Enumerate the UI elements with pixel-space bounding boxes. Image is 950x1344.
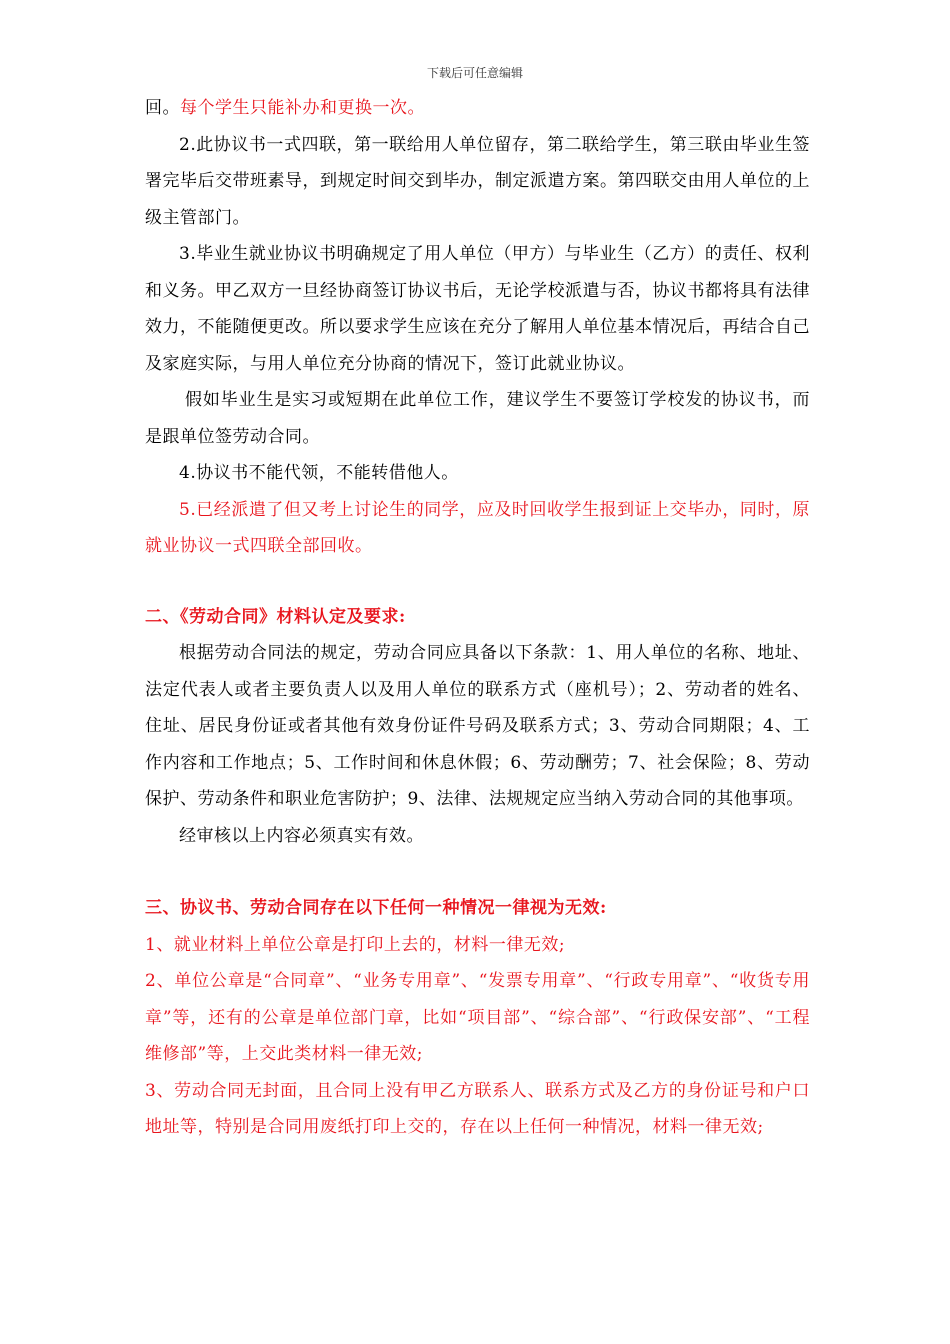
continuation-red-text: 每个学生只能补办和更换一次。	[180, 98, 425, 118]
document-body	[145, 90, 810, 1146]
paragraph-contract-clauses: 根据劳动合同法的规定，劳动合同应具备以下条款：1、用人单位的名称、地址、法定代表人或者主要负责人以及用人单位的联系方式（座机号）；2、劳动者的姓名、住址、居民身份证或者其他有效身份证件号码及联系方式；3、劳动合同期限；4、工作内容和工作地点；5、工作时间和休息休假；6、劳动酬劳；7、社会保险；8、劳动保护、劳动条件和职业危害防护；9、法律、法规规定应当纳入劳动合同的其他事项。	[145, 643, 810, 809]
paragraph-item-4: 4.协议书不能代领，不能转借他人。	[179, 463, 459, 483]
paragraph-item-2: 2.此协议书一式四联，第一联给用人单位留存，第二联给学生，第三联由毕业生签署完毕后交带班素导，到规定时间交到毕办，制定派遣方案。第四联交由用人单位的上级主管部门。	[145, 134, 810, 228]
paragraph-item-5: 5.已经派遣了但又考上讨论生的同学，应及时回收学生报到证上交毕办，同时，原就业协议一式四联全部回收。	[145, 499, 810, 556]
paragraph-note: 假如毕业生是实习或短期在此单位工作，建议学生不要签订学校发的协议书，而是跟单位签劳动合同。	[145, 390, 810, 447]
section-spacer	[145, 854, 810, 890]
paragraph-verify: 经审核以上内容必须真实有效。	[179, 825, 424, 846]
invalid-case-item: 2、单位公章是“合同章”、“业务专用章”、“发票专用章”、“行政专用章”、“收货专用章”等，还有的公章是单位部门章，比如“项目部”、“综合部”、“行政保安部”、“工程维修部”等，上交此类材料一律无效;	[145, 971, 810, 1064]
paragraph-item-3: 3.毕业生就业协议书明确规定了用人单位（甲方）与毕业生（乙方）的责任、权利和义务。甲乙双方一旦经协商签订协议书后，无论学校派遣与否，协议书都将具有法律效力，不能随便更改。所以要求学生应该在充分了解用人单位基本情况后，再结合自己及家庭实际，与用人单位充分协商的情况下，签订此就业协议。	[145, 244, 810, 374]
invalid-case-item: 3、劳动合同无封面，且合同上没有甲乙方联系人、联系方式及乙方的身份证号和户口地址等，特别是合同用废纸打印上交的，存在以上任何一种情况，材料一律无效;	[145, 1080, 810, 1137]
invalid-case-item: 1、就业材料上单位公章是打印上去的，材料一律无效;	[145, 934, 566, 955]
page-header: 下载后可任意编辑	[426, 66, 523, 80]
continuation-text: 回。	[145, 98, 180, 118]
paragraph-continuation	[145, 90, 810, 127]
section-heading-invalid-cases: 三、协议书、劳动合同存在以下任何一种情况一律视为无效:	[145, 898, 607, 918]
section-heading-labor-contract: 二、《劳动合同》材料认定及要求:	[145, 606, 406, 627]
section-spacer	[145, 565, 810, 599]
